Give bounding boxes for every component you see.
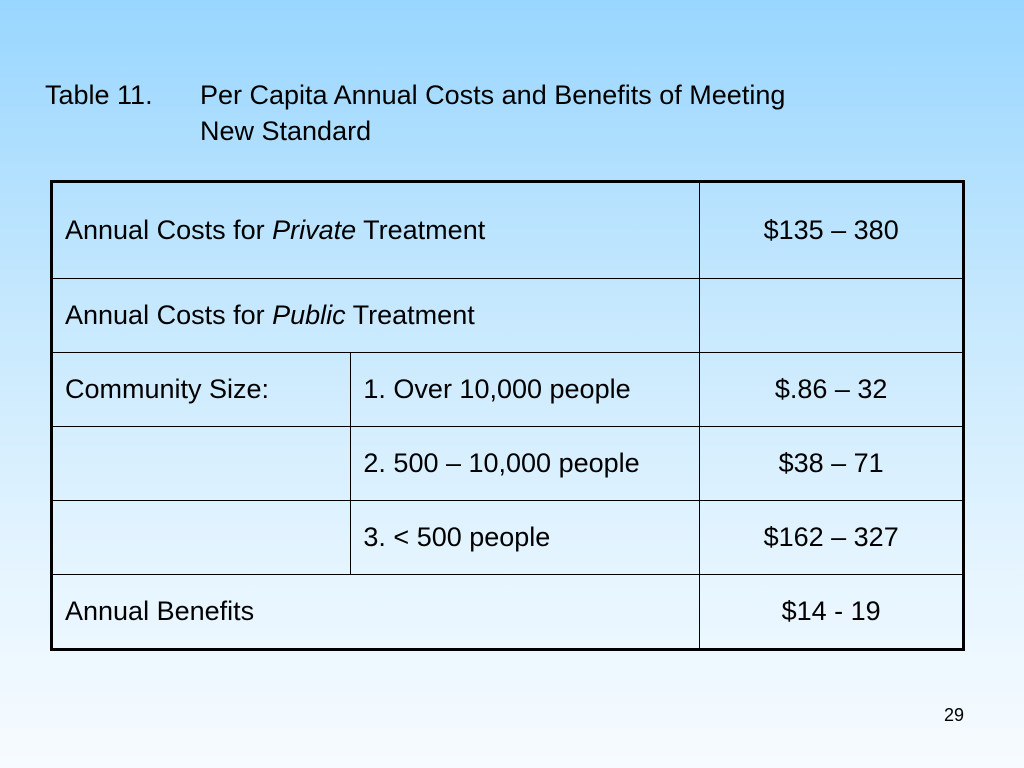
table-row-public xyxy=(52,279,964,353)
caption-line-1: Per Capita Annual Costs and Benefits of Meeting xyxy=(200,80,786,110)
empty-cell xyxy=(52,501,351,575)
caption-line-2: New Standard xyxy=(200,116,372,146)
community-size-3: 3. < 500 people xyxy=(351,501,700,575)
private-label-prefix: Annual Costs for xyxy=(65,215,273,245)
table-row-community-3 xyxy=(52,501,964,575)
annual-benefits-label: Annual Benefits xyxy=(52,575,700,650)
empty-cell xyxy=(52,427,351,501)
public-label-prefix: Annual Costs for xyxy=(65,300,273,330)
community-size-2: 2. 500 – 10,000 people xyxy=(351,427,700,501)
cost-benefit-table xyxy=(50,180,965,651)
table-row-community-1 xyxy=(52,353,964,427)
community-size-1: 1. Over 10,000 people xyxy=(351,353,700,427)
community-value-2: $38 – 71 xyxy=(700,427,964,501)
private-cost-value: $135 – 380 xyxy=(700,182,964,279)
public-label-suffix: Treatment xyxy=(345,300,475,330)
community-size-label: Community Size: xyxy=(52,353,351,427)
annual-benefits-value: $14 - 19 xyxy=(700,575,964,650)
community-value-1: $.86 – 32 xyxy=(700,353,964,427)
community-value-3: $162 – 327 xyxy=(700,501,964,575)
table-row-private xyxy=(52,182,964,279)
table-number-label: Table 11. xyxy=(45,80,153,110)
private-label-suffix: Treatment xyxy=(356,215,486,245)
table-caption xyxy=(200,77,920,149)
table-row-benefits xyxy=(52,575,964,650)
public-cost-label xyxy=(52,279,700,353)
public-label-emphasis: Public xyxy=(272,300,346,330)
public-cost-value xyxy=(700,279,964,353)
private-cost-label xyxy=(52,182,700,279)
page-number: 29 xyxy=(943,705,964,725)
table-row-community-2 xyxy=(52,427,964,501)
private-label-emphasis: Private xyxy=(272,215,357,245)
